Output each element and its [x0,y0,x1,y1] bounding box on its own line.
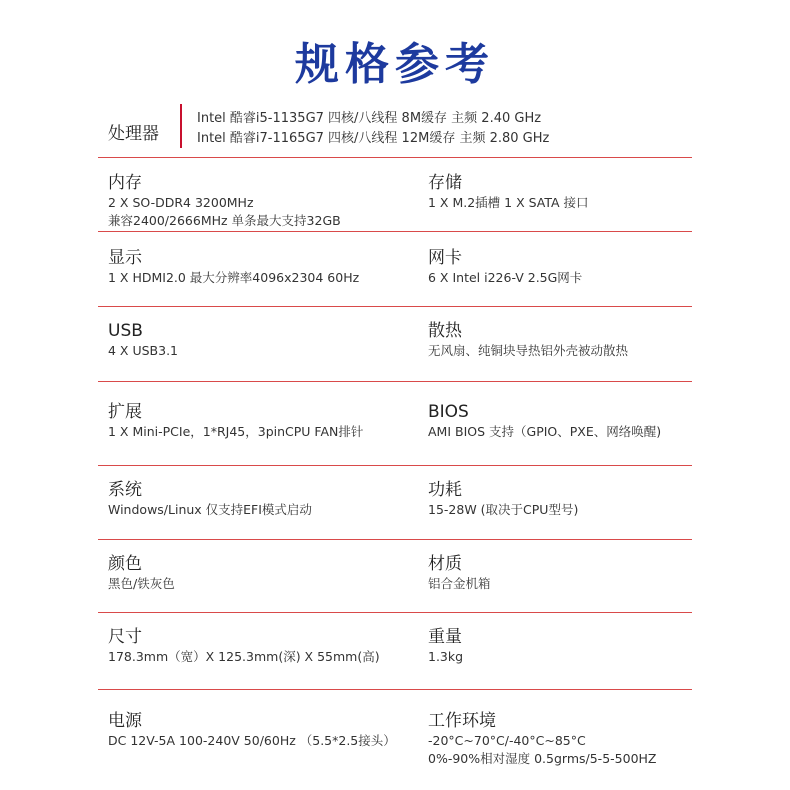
spec-label: 电源 [108,711,142,731]
processor-label: 处理器 [108,124,159,144]
divider [98,381,692,382]
spec-value: 6 X Intel i226-V 2.5G网卡 [428,270,583,285]
divider [98,539,692,540]
spec-label: 存储 [428,173,462,193]
page-title: 规格参考 [295,39,495,90]
spec-label: 功耗 [428,480,462,500]
divider [98,689,692,690]
spec-weight [428,626,463,666]
spec-label: 显示 [108,248,142,268]
spec-value: DC 12V-5A 100-240V 50/60Hz （5.5*2.5接头） [108,733,396,748]
divider [98,306,692,307]
spec-label: 颜色 [108,554,142,574]
spec-label: 材质 [428,554,462,574]
spec-network [428,247,582,287]
spec-dimensions [108,626,380,666]
spec-power-supply [108,710,396,750]
spec-usb [108,320,178,360]
spec-label: 工作环境 [428,711,496,731]
divider [98,157,692,158]
spec-label: USB [108,321,143,341]
divider [98,231,692,232]
spec-storage [428,172,589,212]
spec-value: 1 X HDMI2.0 最大分辨率4096x2304 60Hz [108,270,360,285]
spec-value: 黑色/铁灰色 [108,576,175,591]
processor-line-1: Intel 酷睿i5-1135G7 四核/八线程 8M缓存 主频 2.40 GHz [197,111,542,126]
spec-label: 扩展 [108,402,142,422]
spec-value: 178.3mm（宽）X 125.3mm(深) X 55mm(高) [108,649,380,664]
spec-label: 内存 [108,173,142,193]
spec-material [428,553,491,593]
spec-value: 1.3kg [428,649,464,664]
spec-os [108,479,312,519]
spec-cooling [428,320,628,360]
divider [98,612,692,613]
spec-value: 0%-90%相对湿度 0.5grms/5-5-500HZ [428,751,657,766]
spec-label: 尺寸 [108,627,142,647]
divider [98,465,692,466]
spec-value: 2 X SO-DDR4 3200MHz [108,195,254,210]
spec-power-consumption [428,479,578,519]
spec-value: 兼容2400/2666MHz 单条最大支持32GB [108,213,341,228]
spec-value: 1 X Mini-PCIe，1*RJ45，3pinCPU FAN排针 [108,424,364,439]
spec-value: 4 X USB3.1 [108,343,179,358]
spec-value: 无风扇、纯铜块导热铝外壳被动散热 [428,343,629,358]
spec-value: 1 X M.2插槽 1 X SATA 接口 [428,195,589,210]
spec-value: 15-28W (取决于CPU型号) [428,502,579,517]
spec-color [108,553,175,593]
spec-display [108,247,359,287]
spec-value: 铝合金机箱 [428,576,491,591]
spec-value: -20°C~70°C/-40°C~85°C [428,733,586,748]
spec-label: 散热 [428,321,462,341]
processor-line-2: Intel 酷睿i7-1165G7 四核/八线程 12M缓存 主频 2.80 GHz [197,131,550,146]
spec-label: 网卡 [428,248,462,268]
spec-environment [428,710,656,768]
spec-bios [428,401,661,441]
spec-value: AMI BIOS 支持（GPIO、PXE、网络唤醒) [428,424,662,439]
spec-memory [108,172,341,230]
spec-expansion [108,401,363,441]
spec-value: Windows/Linux 仅支持EFI模式启动 [108,502,312,517]
spec-label: BIOS [428,402,469,422]
spec-label: 系统 [108,480,142,500]
processor-divider [180,104,182,148]
spec-label: 重量 [428,627,462,647]
